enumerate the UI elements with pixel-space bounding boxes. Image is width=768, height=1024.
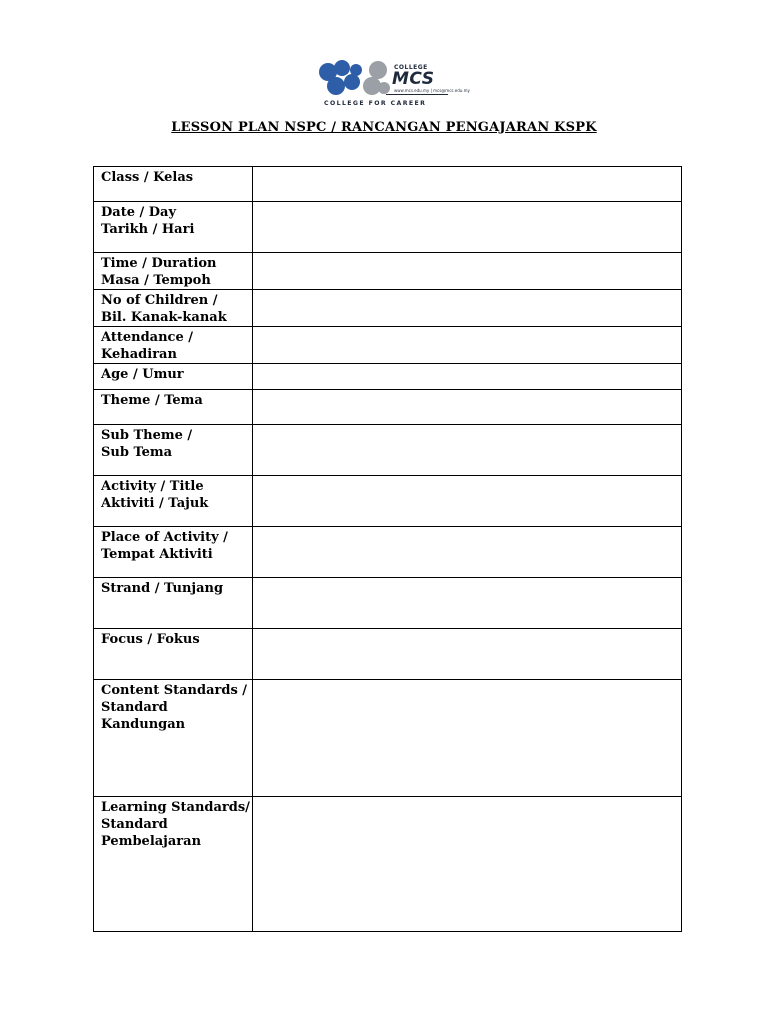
table-row — [94, 253, 682, 290]
table-row — [94, 290, 682, 327]
row-value-content-standards[interactable] — [253, 680, 682, 797]
mcs-logo-icon — [316, 58, 396, 102]
row-value-attendance[interactable] — [253, 327, 682, 364]
row-label-age: Age / Umur — [94, 364, 253, 390]
table-row — [94, 425, 682, 476]
table-row — [94, 527, 682, 578]
logo-website-text: www.mcs.edu.my | mcs@mcs.edu.my — [394, 88, 470, 93]
row-label-focus: Focus / Fokus — [94, 629, 253, 680]
row-value-age[interactable] — [253, 364, 682, 390]
row-value-children[interactable] — [253, 290, 682, 327]
row-label-sub-theme: Sub Theme / Sub Tema — [94, 425, 253, 476]
table-row — [94, 202, 682, 253]
table-row — [94, 629, 682, 680]
lesson-plan-table — [93, 166, 682, 932]
row-value-date[interactable] — [253, 202, 682, 253]
row-value-class[interactable] — [253, 167, 682, 202]
row-label-theme: Theme / Tema — [94, 390, 253, 425]
row-label-time: Time / Duration Masa / Tempoh — [94, 253, 253, 290]
document-title: LESSON PLAN NSPC / RANCANGAN PENGAJARAN KSPK — [171, 120, 597, 135]
row-value-activity[interactable] — [253, 476, 682, 527]
row-label-place: Place of Activity / Tempat Aktiviti — [94, 527, 253, 578]
row-label-date: Date / Day Tarikh / Hari — [94, 202, 253, 253]
table-row — [94, 364, 682, 390]
table-row — [94, 327, 682, 364]
row-value-time[interactable] — [253, 253, 682, 290]
table-row — [94, 578, 682, 629]
table-row — [94, 680, 682, 797]
row-label-activity: Activity / Title Aktiviti / Tajuk — [94, 476, 253, 527]
college-logo — [316, 58, 470, 112]
table-row — [94, 167, 682, 202]
row-label-strand: Strand / Tunjang — [94, 578, 253, 629]
logo-divider — [386, 94, 448, 95]
table-row — [94, 390, 682, 425]
row-value-sub-theme[interactable] — [253, 425, 682, 476]
logo-tagline: COLLEGE FOR CAREER — [324, 100, 427, 107]
row-value-theme[interactable] — [253, 390, 682, 425]
table-row — [94, 797, 682, 932]
row-value-learning-standards[interactable] — [253, 797, 682, 932]
row-label-children: No of Children / Bil. Kanak-kanak — [94, 290, 253, 327]
logo-college-text: COLLEGE — [394, 64, 428, 71]
row-value-focus[interactable] — [253, 629, 682, 680]
logo-brand-text: MCS — [392, 69, 435, 89]
row-label-learning-standards: Learning Standards/ Standard Pembelajaran — [94, 797, 253, 932]
row-value-strand[interactable] — [253, 578, 682, 629]
row-label-content-standards: Content Standards / Standard Kandungan — [94, 680, 253, 797]
row-label-class: Class / Kelas — [94, 167, 253, 202]
row-value-place[interactable] — [253, 527, 682, 578]
table-row — [94, 476, 682, 527]
row-label-attendance: Attendance / Kehadiran — [94, 327, 253, 364]
